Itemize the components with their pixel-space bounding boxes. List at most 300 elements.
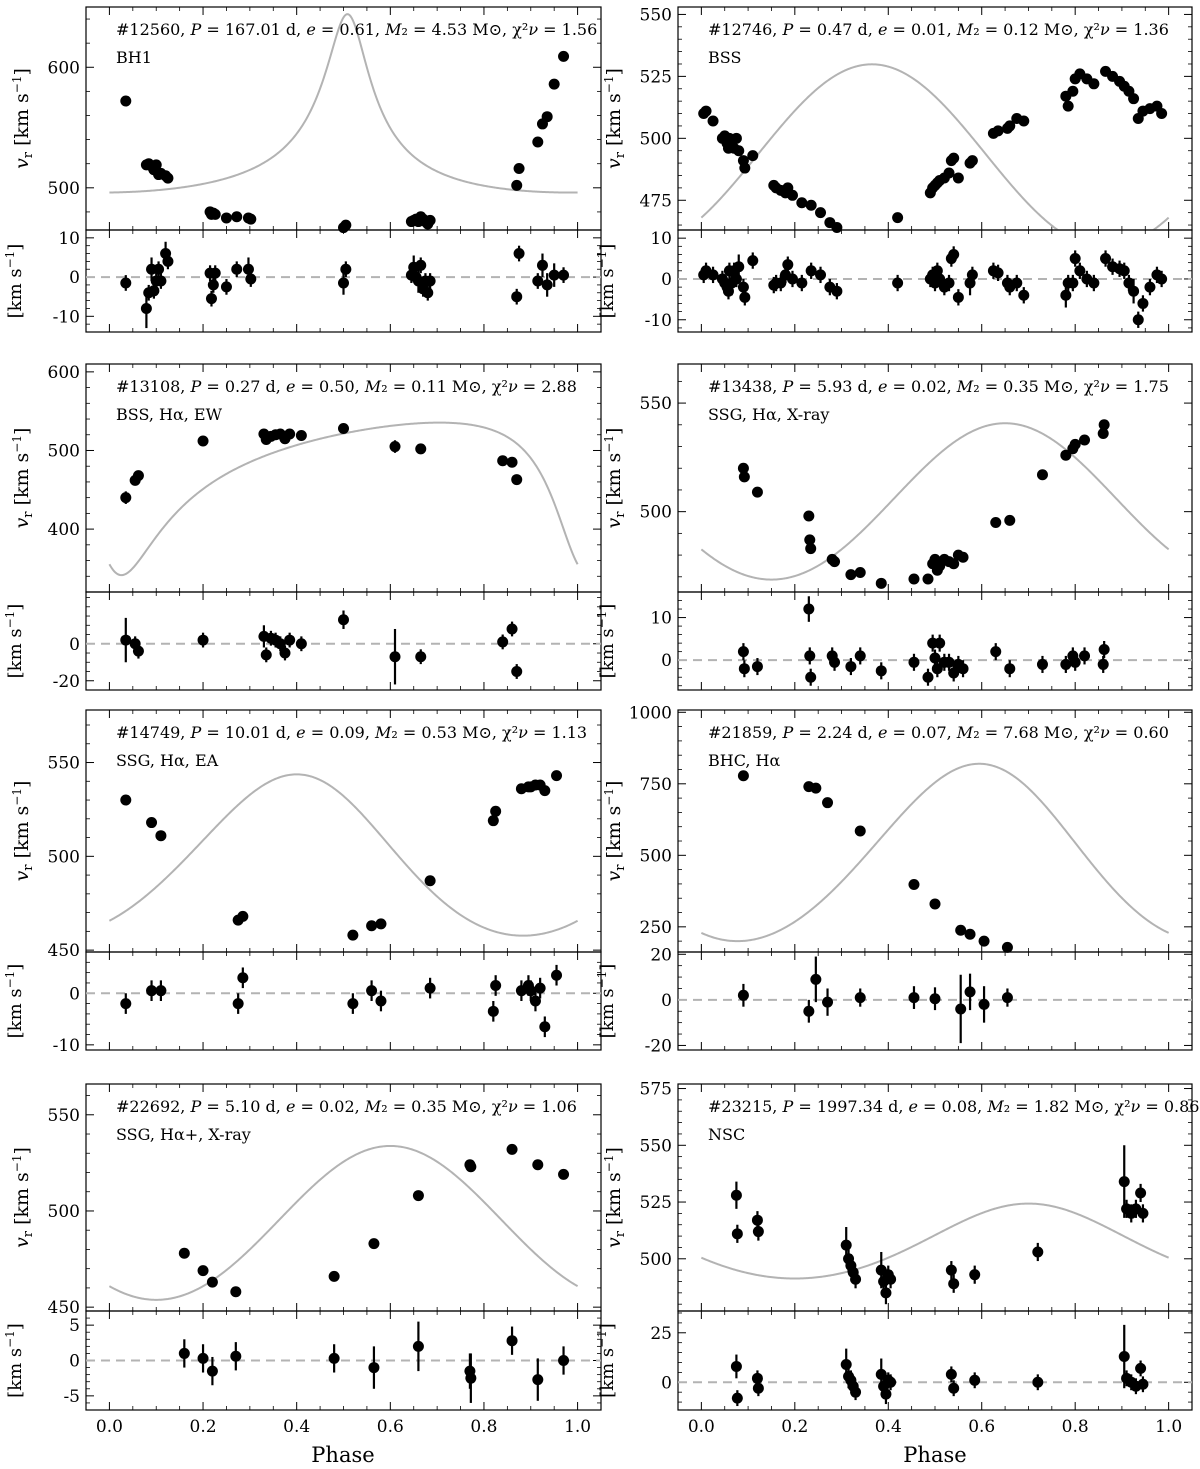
panel-12560-resid-point <box>340 264 351 275</box>
panel-23215-rv-point <box>885 1274 896 1285</box>
panel-12746-resid-point <box>1070 253 1081 264</box>
panel-14749-rv-point <box>490 806 501 817</box>
panel-12560-resid-point <box>120 277 131 288</box>
panel-21859-resid-ylabel: [km $s^{-1}$] <box>595 963 618 1039</box>
panel-13108-resid-point <box>338 614 349 625</box>
panel-21859-main-ytick-label: 500 <box>639 846 672 867</box>
panel-22692-rv-point <box>532 1159 543 1170</box>
panel-21859-rv-point <box>965 929 976 940</box>
panel-13108-rv-point <box>497 455 508 466</box>
panel-14749-rv-point <box>146 817 157 828</box>
panel-21859-main-ytick-label: 1000 <box>628 703 672 724</box>
panel-22692-resid-ytick-label: 5 <box>69 1316 80 1337</box>
panel-12560-resid-point <box>558 270 569 281</box>
panel-23215-resid-point <box>946 1369 957 1380</box>
panel-12746-resid-point <box>1133 314 1144 325</box>
panel-13108-resid-point <box>390 651 401 662</box>
panel-13438-rv-point <box>829 556 840 567</box>
panel-13108-resid-point <box>198 635 209 646</box>
panel-12746-resid-point <box>787 273 798 284</box>
panel-14749-resid-point <box>425 983 436 994</box>
panel-22692-rv-point <box>207 1277 218 1288</box>
panel-13438-rv-point <box>1099 419 1110 430</box>
panel-13108-rv-point <box>133 470 144 481</box>
panel-23215-resid-point <box>880 1389 891 1400</box>
panel-23215-rv-point <box>1032 1246 1043 1257</box>
panel-12746-rv-point <box>739 163 750 174</box>
panel-13108-rv-point <box>120 492 131 503</box>
panel-22692-rv-point <box>198 1265 209 1276</box>
panel-21859-main-ytick-label: 250 <box>639 917 672 938</box>
panel-13108-resid-ytick-label: 0 <box>69 634 80 655</box>
panel-12746-resid-point <box>738 282 749 293</box>
panel-22692-resid-point <box>558 1355 569 1366</box>
panel-13438-params: #13438, P = 5.93 d, e = 0.02, M₂ = 0.35 M⊙, χ²ν = 1.75 <box>708 377 1169 396</box>
panel-14749-main-ylabel: $v_r$ [km $s^{-1}$] <box>10 780 36 882</box>
panel-13108-resid-point <box>511 666 522 677</box>
panel-14749-main-ytick-label: 450 <box>47 941 80 962</box>
panel-22692-class-label: SSG, Hα+, X-ray <box>116 1125 251 1144</box>
panel-12746-resid-point <box>953 292 964 303</box>
panel-22692-resid-xtick-label: 0.0 <box>95 1417 123 1437</box>
panel-22692-resid-point <box>207 1366 218 1377</box>
panel-23215-main-ytick-label: 575 <box>639 1079 672 1100</box>
panel-21859-resid-point <box>965 986 976 997</box>
panel-12746-resid-ylabel: [km $s^{-1}$] <box>595 243 618 319</box>
panel-12746-resid-point <box>1088 278 1099 289</box>
panel-12746-rv-point <box>967 155 978 166</box>
panel-22692-main-ytick-label: 550 <box>47 1105 80 1126</box>
panel-13108-resid-point <box>284 635 295 646</box>
panel-21859-rv-point <box>1002 942 1013 953</box>
panel-12746-resid-point <box>1128 286 1139 297</box>
panel-13438-rv-point <box>739 471 750 482</box>
panel-22692-rv-point <box>465 1161 476 1172</box>
panel-14749-rv-point <box>366 920 377 931</box>
panel-23215-resid-ytick-label: 25 <box>650 1323 672 1344</box>
panel-23215-rv-point <box>1137 1208 1148 1219</box>
panel-13108-params: #13108, P = 0.27 d, e = 0.50, M₂ = 0.11 M⊙, χ²ν = 2.88 <box>116 377 577 396</box>
panel-13438-rv-point <box>1070 439 1081 450</box>
panel-13438-resid-point <box>1004 663 1015 674</box>
panel-13438-rv-point <box>1079 435 1090 446</box>
panel-13438-resid-ylabel: [km $s^{-1}$] <box>595 603 618 679</box>
panel-23215-rv-point <box>880 1287 891 1298</box>
panel-23215-resid-point <box>1119 1351 1130 1362</box>
panel-13438-main-ylabel: $v_r$ [km $s^{-1}$] <box>602 427 628 529</box>
panel-21859-rv-point <box>908 879 919 890</box>
panel-13438-resid-point <box>1070 657 1081 668</box>
panel-13438-resid-ytick-label: 10 <box>650 608 672 629</box>
panel-12746-resid-point <box>806 265 817 276</box>
panel-13438-rv-point <box>1037 469 1048 480</box>
panel-12746-resid-point <box>782 259 793 270</box>
panel-12560-resid-ytick-label: -10 <box>52 307 80 328</box>
panel-23215-resid-point <box>885 1377 896 1388</box>
panel-13438-resid-point <box>845 661 856 672</box>
panel-13108-resid-point <box>507 623 518 634</box>
panel-23215-resid-ytick-label: 0 <box>661 1373 672 1394</box>
panel-22692-resid-xtick-label: 0.6 <box>376 1417 404 1437</box>
panel-14749-rv-point <box>155 830 166 841</box>
panel-13108-resid-point <box>415 651 426 662</box>
panel-13438-rv-point <box>876 578 887 589</box>
panel-12560-rv-point <box>425 215 436 226</box>
panel-23215-resid-point <box>1137 1379 1148 1390</box>
panel-12746-rv-point <box>1156 108 1167 119</box>
panel-14749-resid-point <box>366 985 377 996</box>
panel-12560-resid-ytick-label: 0 <box>69 268 80 289</box>
panel-12560-resid-point <box>415 260 426 271</box>
panel-12560-rv-point <box>245 214 256 225</box>
panel-12560-resid-point <box>338 277 349 288</box>
panel-23215-params: #23215, P = 1997.34 d, e = 0.08, M₂ = 1.82 M⊙, χ²ν = 0.86 <box>708 1097 1200 1116</box>
panel-23215-resid-point <box>969 1375 980 1386</box>
panel-12746-rv-point <box>1063 101 1074 112</box>
panel-13438-rv-point <box>908 573 919 584</box>
panel-13108-rv-point <box>390 441 401 452</box>
panel-21859-class-label: BHC, Hα <box>708 751 781 770</box>
panel-12746-rv-point <box>944 168 955 179</box>
panel-13108-main-ytick-label: 500 <box>47 441 80 462</box>
panel-12560-resid-ytick-label: 10 <box>58 228 80 249</box>
panel-12746-resid-point <box>1060 290 1071 301</box>
panel-13438-resid-point <box>876 665 887 676</box>
panel-12560-resid-point <box>425 276 436 287</box>
panel-22692-main-ylabel: $v_r$ [km $s^{-1}$] <box>10 1147 36 1248</box>
panel-21859-rv-point <box>979 936 990 947</box>
panel-12746-rv-point <box>1067 86 1078 97</box>
panel-21859-rv-point <box>822 797 833 808</box>
panel-13438-resid-point <box>934 638 945 649</box>
panel-12746-main-ylabel: $v_r$ [km $s^{-1}$] <box>602 68 628 169</box>
panel-12560-rv-point <box>231 211 242 222</box>
panel-23215-resid-xtick-label: 0.4 <box>874 1417 902 1437</box>
panel-12560-rv-point <box>532 137 543 148</box>
panel-12560-resid-point <box>162 256 173 267</box>
panel-21859-rv-point <box>810 783 821 794</box>
panel-12746-rv-point <box>701 106 712 117</box>
panel-13108-resid-ytick-label: -20 <box>52 671 80 692</box>
panel-13108-resid-point <box>261 649 272 660</box>
panel-21859-resid-ytick-label: -20 <box>644 1036 672 1057</box>
panel-23215-resid-point <box>850 1387 861 1398</box>
panel-12560-resid-point <box>542 279 553 290</box>
panel-23215-rv-point <box>731 1190 742 1201</box>
panel-22692-resid-point <box>230 1351 241 1362</box>
panel-13108-resid-point <box>296 638 307 649</box>
panel-12560-resid-point <box>511 291 522 302</box>
panel-12560-class-label: BH1 <box>116 48 152 67</box>
panel-23215-resid-xtick-label: 1.0 <box>1155 1417 1183 1437</box>
panel-12746-rv-point <box>787 190 798 201</box>
panel-22692-resid-ylabel: [km $s^{-1}$] <box>3 1323 26 1398</box>
panel-23215-main-ytick-label: 500 <box>639 1249 672 1270</box>
panel-12746-resid-point <box>815 269 826 280</box>
panel-23215-rv-point <box>946 1265 957 1276</box>
panel-22692-resid-point <box>179 1348 190 1359</box>
panel-22692-resid-xtick-label: 0.2 <box>189 1417 217 1437</box>
panel-14749-params: #14749, P = 10.01 d, e = 0.09, M₂ = 0.53 M⊙, χ²ν = 1.13 <box>116 723 588 742</box>
panel-14749-resid-point <box>375 996 386 1007</box>
panel-12560-rv-point <box>549 79 560 90</box>
panel-13438-main-ytick-label: 550 <box>639 394 672 415</box>
panel-23215-resid-point <box>753 1383 764 1394</box>
panel-22692-resid-point <box>465 1373 476 1384</box>
panel-23215-resid-xtick-label: 0.6 <box>968 1417 996 1437</box>
panel-23215-main-ytick-label: 550 <box>639 1136 672 1157</box>
panel-13108-main-ylabel: $v_r$ [km $s^{-1}$] <box>10 427 36 529</box>
panel-23215-resid-xtick-label: 0.0 <box>687 1417 715 1437</box>
panel-21859-resid-point <box>955 1003 966 1014</box>
panel-23215-rv-point <box>841 1240 852 1251</box>
panel-14749-resid-point <box>539 1021 550 1032</box>
x-axis-label-left: Phase <box>311 1443 375 1467</box>
panel-23215-resid-xtick-label: 0.8 <box>1061 1417 1089 1437</box>
panel-12560-resid-point <box>243 264 254 275</box>
panel-22692-resid-xtick-label: 1.0 <box>564 1417 592 1437</box>
panel-22692-resid-point <box>413 1341 424 1352</box>
panel-21859-rv-point <box>930 898 941 909</box>
panel-12746-main-ytick-label: 525 <box>639 67 672 88</box>
panel-12746-resid-point <box>1137 298 1148 309</box>
panel-12746-resid-point <box>831 286 842 297</box>
panel-12746-rv-point <box>1088 78 1099 89</box>
panel-22692-rv-point <box>558 1169 569 1180</box>
panel-12560-resid-point <box>514 248 525 259</box>
panel-13108-class-label: BSS, Hα, EW <box>116 405 223 424</box>
panel-12746-rv-point <box>953 172 964 183</box>
panel-22692-main-ytick-label: 450 <box>47 1298 80 1319</box>
panel-13438-resid-point <box>1060 659 1071 670</box>
panel-12560-rv-point <box>221 212 232 223</box>
panel-12746-rv-point <box>993 125 1004 136</box>
panel-21859-rv-point <box>738 770 749 781</box>
panel-12560-resid-point <box>422 287 433 298</box>
panel-14749-resid-ylabel: [km $s^{-1}$] <box>3 963 26 1039</box>
panel-12560-resid-point <box>245 274 256 285</box>
panel-12746-resid-point <box>796 278 807 289</box>
panel-13438-rv-point <box>990 517 1001 528</box>
panel-12746-rv-point <box>815 207 826 218</box>
panel-14749-resid-point <box>551 970 562 981</box>
panel-12746-resid-point <box>739 292 750 303</box>
panel-12746-resid-point <box>892 278 903 289</box>
panel-12746-resid-ytick-label: -10 <box>644 310 672 331</box>
panel-12746-resid-point <box>1011 278 1022 289</box>
panel-12746-rv-point <box>806 200 817 211</box>
panel-23215-resid-point <box>948 1383 959 1394</box>
panel-12746-resid-point <box>1156 273 1167 284</box>
panel-12560-params: #12560, P = 167.01 d, e = 0.61, M₂ = 4.53 M⊙, χ²ν = 1.56 <box>116 20 598 39</box>
panel-14749-resid-point <box>146 985 157 996</box>
panel-22692-rv-point <box>368 1238 379 1249</box>
panel-12560-resid-ylabel: [km $s^{-1}$] <box>3 243 26 319</box>
panel-13108-resid-ylabel: [km $s^{-1}$] <box>3 603 26 679</box>
panel-23215-resid-ylabel: [km $s^{-1}$] <box>595 1323 618 1398</box>
panel-13438-rv-point <box>803 511 814 522</box>
panel-22692-resid-xtick-label: 0.4 <box>283 1417 311 1437</box>
panel-12746-rv-point <box>731 133 742 144</box>
panel-12560-rv-point <box>340 220 351 231</box>
panel-12746-class-label: BSS <box>708 48 742 67</box>
panel-13438-rv-point <box>845 569 856 580</box>
panel-21859-resid-point <box>1002 992 1013 1003</box>
panel-12746-resid-point <box>1067 278 1078 289</box>
panel-22692-main-ytick-label: 500 <box>47 1201 80 1222</box>
panel-22692-resid-point <box>329 1353 340 1364</box>
panel-23215-main-ytick-label: 525 <box>639 1193 672 1214</box>
panel-12746-resid-point <box>708 269 719 280</box>
panel-21859-resid-ytick-label: 0 <box>661 990 672 1011</box>
panel-12560-resid-point <box>208 279 219 290</box>
panel-22692-rv-point <box>230 1286 241 1297</box>
panel-14749-rv-point <box>551 770 562 781</box>
panel-12746-resid-point <box>967 269 978 280</box>
panel-12560-rv-point <box>558 51 569 62</box>
panel-12746-rv-point <box>708 115 719 126</box>
panel-13438-rv-point <box>958 552 969 563</box>
panel-12746-main-ytick-label: 500 <box>639 129 672 150</box>
panel-22692-rv-point <box>413 1190 424 1201</box>
panel-12746-rv-point <box>892 212 903 223</box>
panel-13438-resid-point <box>1079 650 1090 661</box>
panel-22692-rv-point <box>329 1271 340 1282</box>
panel-13438-resid-point <box>752 661 763 672</box>
panel-13438-resid-point <box>1037 659 1048 670</box>
panel-14749-rv-point <box>347 930 358 941</box>
panel-12560-resid-point <box>153 264 164 275</box>
panel-14749-resid-point <box>120 998 131 1009</box>
panel-12746-resid-point <box>1119 265 1130 276</box>
panel-13438-resid-point <box>1098 659 1109 670</box>
panel-22692-resid-ytick-label: 0 <box>69 1351 80 1372</box>
panel-12560-rv-point <box>511 180 522 191</box>
panel-12560-main-ylabel: $v_r$ [km $s^{-1}$] <box>10 68 36 169</box>
panel-22692-resid-point <box>507 1335 518 1346</box>
panel-13438-resid-point <box>908 657 919 668</box>
panel-13438-rv-point <box>752 487 763 498</box>
panel-23215-rv-point <box>948 1278 959 1289</box>
panel-14749-rv-point <box>488 815 499 826</box>
panel-14749-resid-point <box>155 985 166 996</box>
panel-12746-resid-ytick-label: 0 <box>661 269 672 290</box>
panel-12746-rv-point <box>948 153 959 164</box>
panel-12746-resid-point <box>1018 290 1029 301</box>
panel-21859-resid-point <box>803 1006 814 1017</box>
panel-23215-resid-point <box>841 1359 852 1370</box>
panel-12560-resid-point <box>532 276 543 287</box>
panel-13108-rv-point <box>511 474 522 485</box>
panel-13108-resid-point <box>279 648 290 659</box>
panel-13438-resid-point <box>1099 644 1110 655</box>
panel-12560-resid-point <box>221 281 232 292</box>
panel-13438-rv-point <box>805 543 816 554</box>
panel-12560-rv-point <box>514 163 525 174</box>
panel-13438-rv-point <box>855 567 866 578</box>
panel-12746-rv-point <box>796 197 807 208</box>
panel-12746-resid-point <box>993 267 1004 278</box>
panel-13438-resid-point <box>958 663 969 674</box>
panel-14749-rv-point <box>237 911 248 922</box>
panel-12560-resid-point <box>155 276 166 287</box>
panel-12746-rv-point <box>831 222 842 233</box>
panel-21859-resid-point <box>810 974 821 985</box>
panel-14749-main-ytick-label: 550 <box>47 753 80 774</box>
panel-13438-resid-point <box>990 646 1001 657</box>
panel-14749-resid-point <box>347 998 358 1009</box>
panel-12560-main-ytick-label: 500 <box>47 178 80 199</box>
panel-13438-resid-point <box>805 672 816 683</box>
panel-21859-main-ylabel: $v_r$ [km $s^{-1}$] <box>602 780 628 882</box>
panel-13438-resid-point <box>803 604 814 615</box>
panel-22692-params: #22692, P = 5.10 d, e = 0.02, M₂ = 0.35 M⊙, χ²ν = 1.06 <box>116 1097 577 1116</box>
panel-13438-resid-point <box>804 650 815 661</box>
panel-12746-rv-point <box>1128 93 1139 104</box>
panel-12746-rv-point <box>1018 115 1029 126</box>
panel-21859-resid-point <box>908 992 919 1003</box>
panel-12560-rv-point <box>210 209 221 220</box>
panel-13438-resid-point <box>922 672 933 683</box>
panel-12560-resid-point <box>549 270 560 281</box>
panel-12560-resid-point <box>148 285 159 296</box>
panel-13438-rv-point <box>922 573 933 584</box>
panel-14749-resid-ytick-label: -10 <box>52 1035 80 1056</box>
panel-21859-resid-ytick-label: 20 <box>650 945 672 966</box>
panel-14749-rv-point <box>375 918 386 929</box>
panel-14749-resid-point <box>490 980 501 991</box>
panel-13108-rv-point <box>507 457 518 468</box>
panel-13438-resid-point <box>738 646 749 657</box>
panel-13108-rv-point <box>284 428 295 439</box>
panel-13438-resid-ytick-label: 0 <box>661 651 672 672</box>
panel-21859-resid-point <box>979 999 990 1010</box>
x-axis-label-right: Phase <box>903 1443 967 1467</box>
panel-21859-resid-point <box>738 990 749 1001</box>
panel-13108-resid-point <box>120 635 131 646</box>
panel-21859-main-ytick-label: 750 <box>639 774 672 795</box>
panel-23215-resid-xtick-label: 0.2 <box>781 1417 809 1437</box>
panel-23215-rv-point <box>1119 1176 1130 1187</box>
panel-21859-resid-point <box>855 992 866 1003</box>
panel-23215-class-label: NSC <box>708 1125 746 1144</box>
panel-14749-resid-point <box>233 998 244 1009</box>
panel-12560-resid-point <box>206 293 217 304</box>
panel-22692-resid-point <box>368 1362 379 1373</box>
panel-13108-main-ytick-label: 400 <box>47 520 80 541</box>
panel-12560-main-ytick-label: 600 <box>47 58 80 79</box>
panel-12746-resid-ytick-label: 10 <box>650 229 672 250</box>
panel-23215-main-ylabel: $v_r$ [km $s^{-1}$] <box>602 1147 628 1248</box>
panel-22692-rv-point <box>179 1248 190 1259</box>
panel-14749-resid-point <box>237 972 248 983</box>
panel-13108-rv-point <box>415 443 426 454</box>
panel-22692-resid-xtick-label: 0.8 <box>470 1417 498 1437</box>
panel-14749-class-label: SSG, Hα, EA <box>116 751 219 770</box>
panel-13108-rv-point <box>198 436 209 447</box>
panel-13438-resid-point <box>930 653 941 664</box>
panel-22692-resid-point <box>532 1374 543 1385</box>
panel-12746-resid-point <box>1144 282 1155 293</box>
panel-12746-resid-point <box>733 261 744 272</box>
panel-13438-main-ytick-label: 500 <box>639 502 672 523</box>
panel-13438-resid-point <box>829 657 840 668</box>
panel-12560-resid-point <box>141 303 152 314</box>
panel-14749-resid-point <box>488 1006 499 1017</box>
panel-23215-resid-point <box>1135 1363 1146 1374</box>
panel-21859-resid-point <box>930 993 941 1004</box>
panel-21859-resid-point <box>822 997 833 1008</box>
